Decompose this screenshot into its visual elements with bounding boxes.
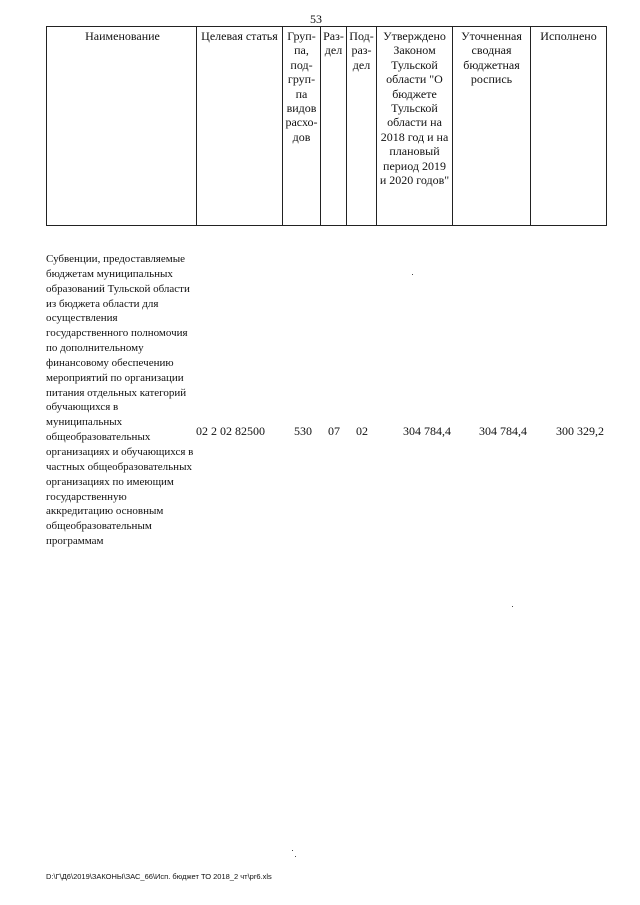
header-table — [46, 26, 607, 226]
scan-speck — [295, 856, 296, 857]
header-target-article: Целевая статья — [197, 27, 283, 226]
row-expense-group: 530 — [294, 424, 312, 438]
header-subsection: Под-раз-дел — [347, 27, 377, 226]
scan-speck — [292, 850, 293, 851]
row-name: Субвенции, предоставляемые бюджетам муниципальных образований Тульской области из бюджета области для осуществления государственного полномочия по дополнительному финансовому обеспечению мероприятий по организации питания отдельных категорий обучающихся в муниципальных общеобразовательных организациях и обучающихся в частных общеобразовательных организациях по имеющим государственную аккредитацию основным общеобразовательным программам — [46, 253, 194, 548]
header-approved: Утверждено Законом Тульской области "О бюджете Тульской области на 2018 год и на плановый период 2019 и 2020 годов" — [377, 27, 453, 226]
row-approved: 304 784,4 — [403, 424, 451, 438]
header-section: Раз-дел — [321, 27, 347, 226]
header-name: Наименование — [47, 27, 197, 226]
row-section: 07 — [328, 424, 340, 438]
header-executed: Исполнено — [531, 27, 607, 226]
row-budget-schedule: 304 784,4 — [479, 424, 527, 438]
header-row — [47, 27, 607, 226]
scan-speck — [512, 606, 513, 607]
page-number: 53 — [310, 12, 322, 26]
row-target-article: 02 2 02 82500 — [196, 424, 265, 438]
scan-speck — [412, 274, 413, 275]
header-budget-schedule: Уточненная сводная бюджетная роспись — [453, 27, 531, 226]
header-expense-group: Груп-па, под-груп-па видов расхо-дов — [283, 27, 321, 226]
footer-file-path: D:\Г\Д6\2019\ЗАКОНЫ\ЗАС_66\Исп. бюджет ТО 2018_2 чт\pr6.xls — [46, 872, 272, 881]
row-subsection: 02 — [356, 424, 368, 438]
row-executed: 300 329,2 — [556, 424, 604, 438]
